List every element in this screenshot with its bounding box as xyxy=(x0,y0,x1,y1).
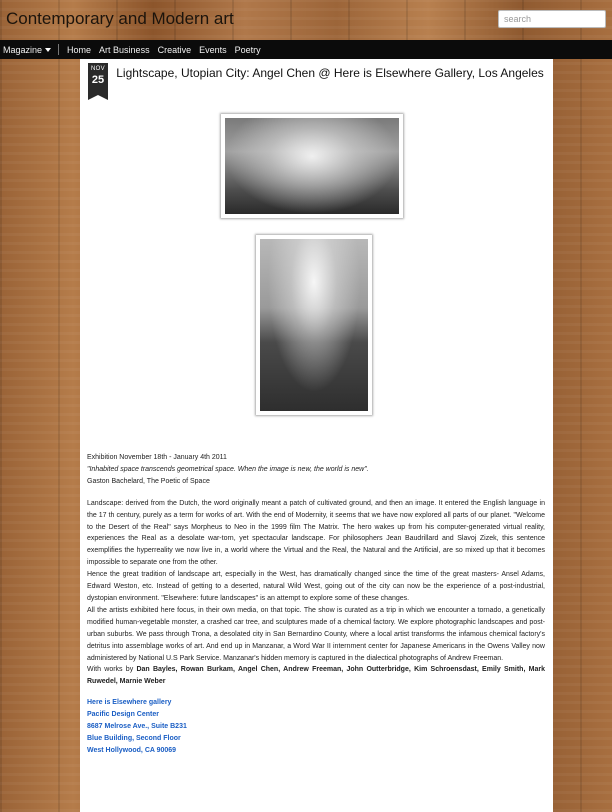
article-paragraph: Landscape: derived from the Dutch, the word originally meant a patch of cultivated ground, and then an image. It entered the English language in the 17 th century, purely as a term for works of art. With the end of Modernity, it seems that we have now explored all parts of our planet. "Welcome to the Desert of the Real" says Morpheus to Neo in the 1999 film The Matrix. The hero wakes up from his computer-generated virtual reality, experiences the Real as a desolate war-torn, yet spectacular landscape. For philosophers Jean Baudrillard and Slavoj Zizek, this sentence exemplifies the hyperreality we now live in, a world where the Virtual and the Real, the Natural and the Artificial, are so mixed up that it becomes impossible to separate one from the other. xyxy=(87,499,545,567)
main-navbar xyxy=(0,40,612,59)
caret-down-icon xyxy=(45,48,51,52)
date-badge xyxy=(88,63,108,95)
site-header xyxy=(0,0,612,40)
address-link[interactable]: 8687 Melrose Ave., Suite B231 xyxy=(87,723,187,731)
post-content xyxy=(80,59,553,812)
artists-list xyxy=(87,664,545,688)
exhibition-photo-2[interactable] xyxy=(256,235,372,415)
nav-item-label: Magazine xyxy=(3,44,43,55)
spacer xyxy=(87,488,545,498)
exhibition-photo-1[interactable] xyxy=(221,114,403,218)
article-body xyxy=(87,452,545,757)
exhibition-dates: Exhibition November 18th - January 4th 2011 xyxy=(87,454,227,461)
address-link[interactable]: Blue Building, Second Floor xyxy=(87,735,181,743)
epigraph-source: Gaston Bachelard, The Poetic of Space xyxy=(87,477,210,485)
gallery-address xyxy=(87,697,545,757)
nav-item-poetry[interactable]: Poetry xyxy=(234,44,261,55)
address-link[interactable]: Here is Elsewhere gallery xyxy=(87,699,172,707)
article-paragraph: All the artists exhibited here focus, in their own media, on that topic. The show is curated as a trip in which we encounter a tornado, a genetically modified human-vegetable monster, a crashed car tree, and sculptures made of a chemical factory. We explore photographic landscapes and post-urban suburbs. We pass through Trona, a desolated city in San Bernardino County, where a local artist transforms the infamous chemical factory's detritus into assemblage works of art. And end up in Manzanar, a Word War II internment center for Japanese Americans in the Owens Valley now administered by National U.S Park Service. Manzanar's hidden memory is captured in the dialectical photographs of Andrew Freeman. xyxy=(87,606,545,662)
epigraph-quote: "Inhabited space transcends geometrical space. When the image is new, the world is new". xyxy=(87,465,369,473)
address-link[interactable]: West Hollywood, CA 90069 xyxy=(87,747,177,755)
nav-item-events[interactable]: Events xyxy=(199,44,227,55)
nav-divider xyxy=(58,44,59,55)
article-paragraph: Hence the great tradition of landscape art, especially in the West, has dramatically changed since the time of the great masters- Ansel Adams, Edward Weston, etc. Instead of getting to a deserted, natural Wild West, going out of the city can now be the experience of a post-industrial, dystopian environment. "Elsewhere: future landscapes" is an attempt to explore some of these changes. xyxy=(87,571,545,602)
date-month: NOV xyxy=(91,66,105,72)
nav-item-art-business[interactable]: Art Business xyxy=(99,44,150,55)
artists-names: Dan Bayles, Rowan Burkam, Angel Chen, Andrew Freeman, John Outterbridge, Kim Schroensdast, Emily Smith, Mark Ruwedel, Marnie Weber xyxy=(87,666,545,686)
nav-item-creative[interactable]: Creative xyxy=(157,44,192,55)
post-title[interactable]: Lightscape, Utopian City: Angel Chen @ Here is Elsewhere Gallery, Los Angeles xyxy=(116,66,544,80)
address-link[interactable]: Pacific Design Center xyxy=(87,711,159,719)
nav-item-home[interactable]: Home xyxy=(67,44,92,55)
search-input[interactable] xyxy=(498,10,606,28)
date-day: 25 xyxy=(91,74,105,86)
date-badge-ribbon xyxy=(88,95,108,100)
artists-prefix: With works by xyxy=(87,666,137,674)
nav-item-magazine[interactable] xyxy=(3,45,51,55)
site-title[interactable]: Contemporary and Modern art xyxy=(6,9,234,28)
